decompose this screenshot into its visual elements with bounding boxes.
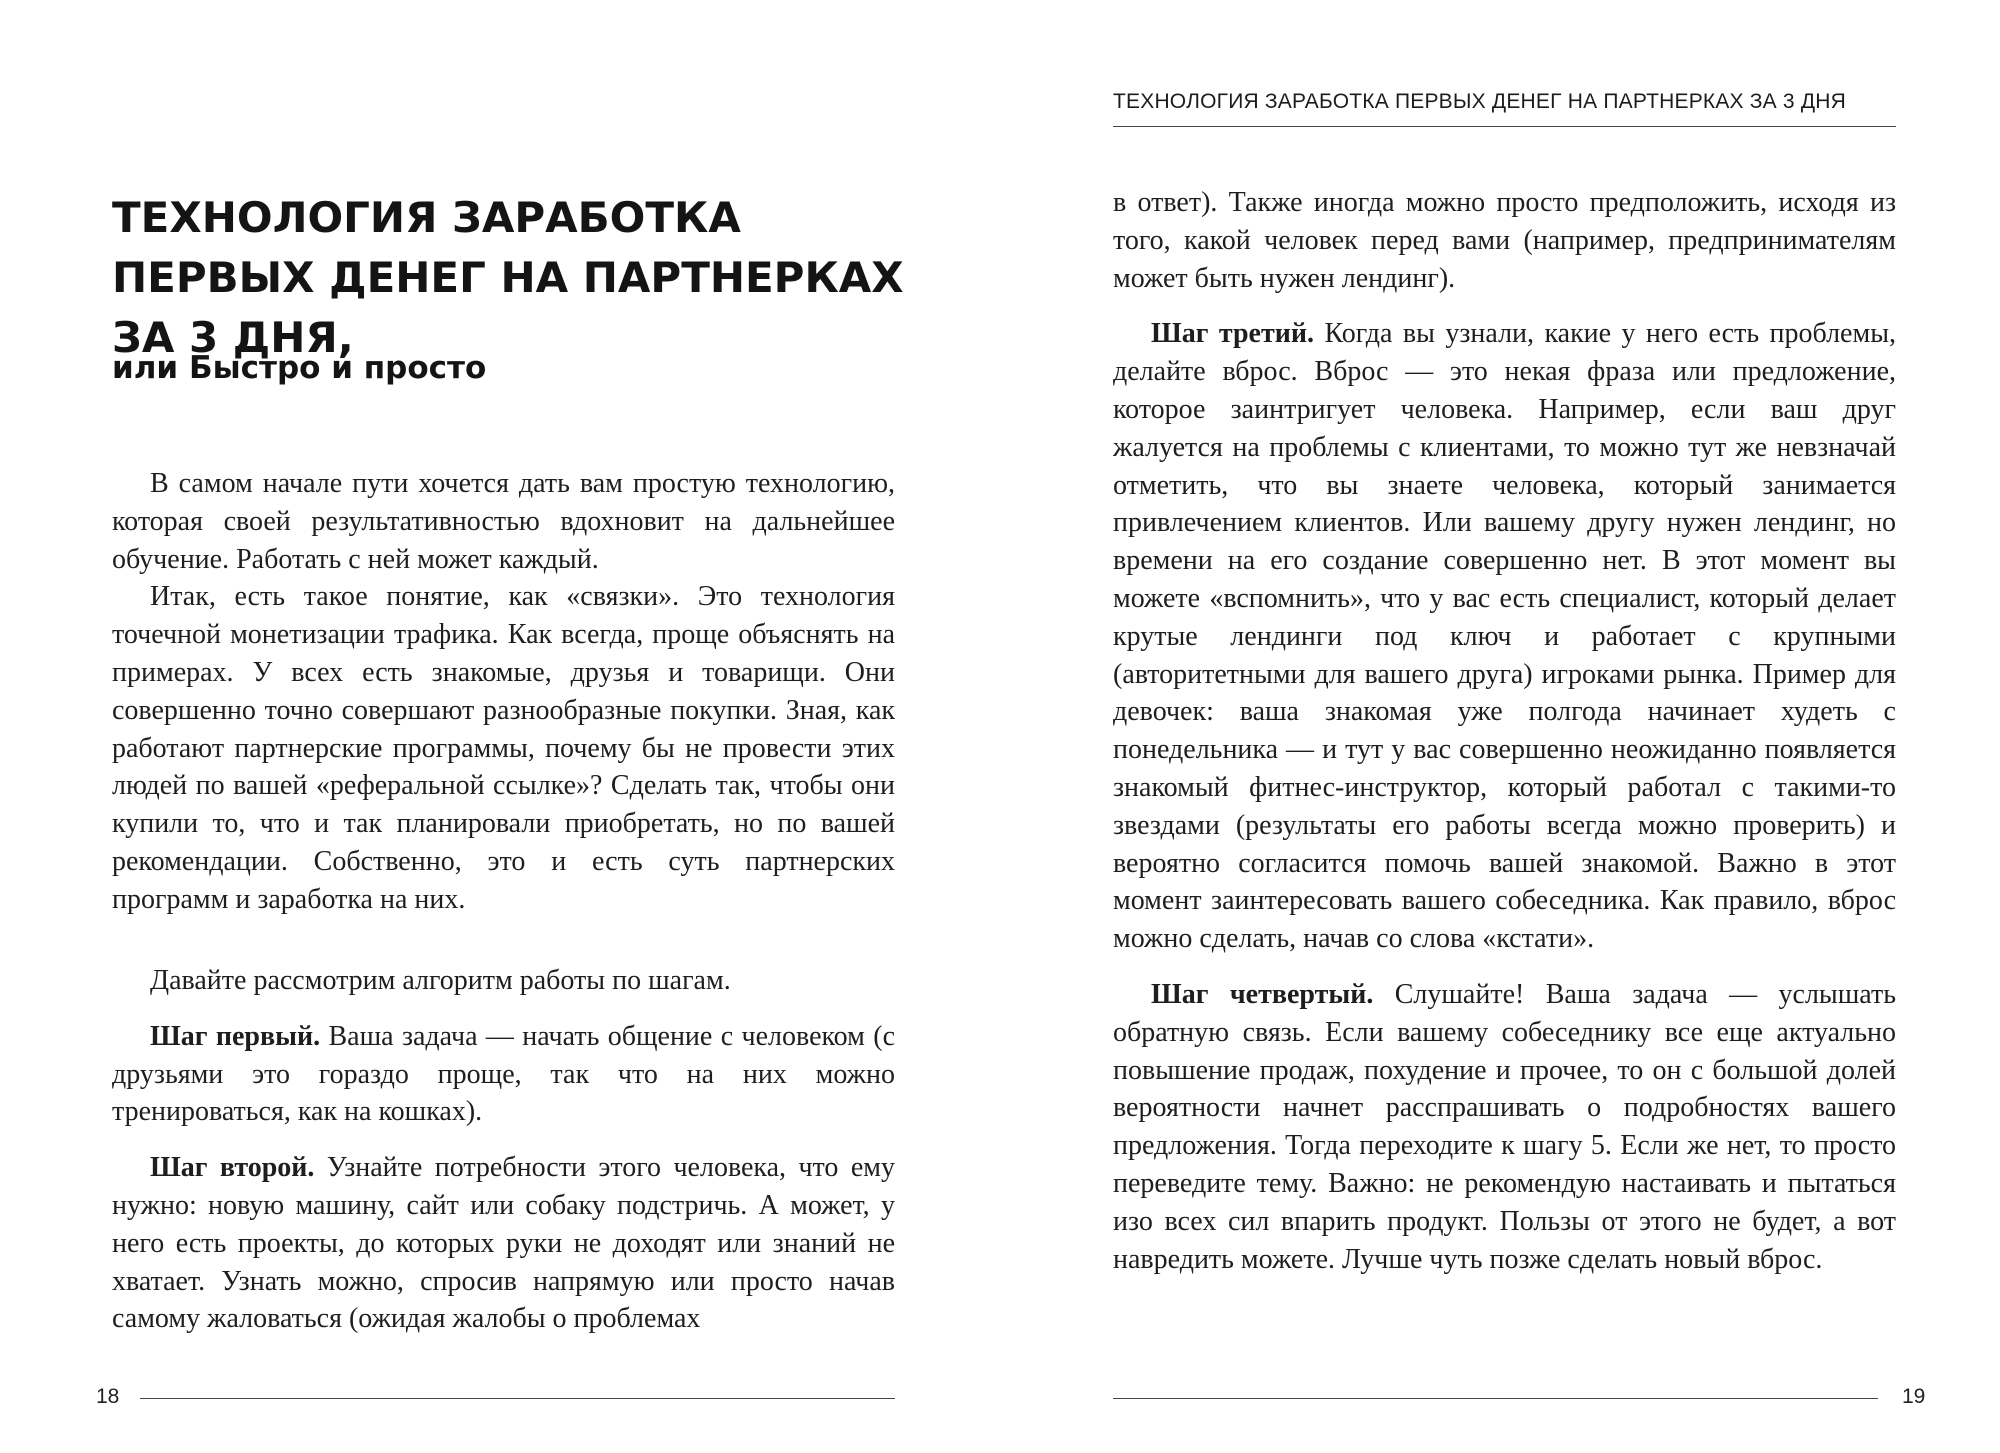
footer-rule-left	[140, 1398, 895, 1399]
step-2-text: Узнайте потребности этого человека, что ему нужно: новую машину, сайт или собаку подстричь. А может, у него есть проекты, до которых руки не доходят или знаний не хватает. Узнать можно, спросив напрямую или просто начав самому жаловаться (ожидая жалобы о проблемах	[112, 1152, 895, 1335]
continuation-paragraph: в ответ). Также иногда можно просто предположить, исходя из того, какой человек перед вами (например, предпринимателям может быть нужен лендинг).	[1113, 187, 1896, 294]
title-line-3: ЗА 3 ДНЯ,	[112, 313, 354, 362]
page-number-right: 19	[1902, 1385, 1926, 1408]
step-4-label: Шаг четвертый.	[1151, 978, 1374, 1010]
running-head: ТЕХНОЛОГИЯ ЗАРАБОТКА ПЕРВЫХ ДЕНЕГ НА ПАРТНЕРКАХ ЗА 3 ДНЯ	[1113, 90, 1846, 113]
intro-paragraph-1: В самом начале пути хочется дать вам простую технологию, которая своей результативностью вдохновит на дальнейшее обучение. Работать с ней может каждый.	[112, 468, 895, 575]
intro-text	[112, 465, 895, 919]
title-line-1: ТЕХНОЛОГИЯ ЗАРАБОТКА	[112, 193, 741, 242]
header-rule	[1113, 126, 1896, 127]
step-3-label: Шаг третий.	[1151, 318, 1315, 350]
step-4-text: Слушайте! Ваша задача — услышать обратную связь. Если вашему собеседнику все еще актуально повышение продаж, похудение и прочее, то он с большой долей вероятности начнет расспрашивать о подробностях вашего предложения. Тогда переходите к шагу 5. Если же нет, то просто переведите тему. Важно: не рекомендую настаивать и пытаться изо всех сил впарить продукт. Пользы от этого не будет, а вот навредить можете. Лучше чуть позже сделать новый вброс.	[1113, 978, 1897, 1275]
step-1-paragraph	[112, 1018, 895, 1131]
step-2-label: Шаг второй.	[150, 1152, 315, 1184]
right-page-text	[1113, 184, 1896, 1278]
footer-rule-right	[1113, 1398, 1878, 1399]
step-2-paragraph	[112, 1149, 895, 1338]
chapter-title	[112, 188, 904, 368]
title-line-2: ПЕРВЫХ ДЕНЕГ НА ПАРТНЕРКАХ	[112, 253, 904, 302]
step-1-label: Шаг первый.	[150, 1020, 321, 1052]
step-3-paragraph	[1113, 315, 1896, 958]
step-1-text: Ваша задача — начать общение с человеком (с друзьями это гораздо проще, так что на них можно тренироваться, как на кошках).	[112, 1020, 895, 1128]
intro-paragraph-2: Итак, есть такое понятие, как «связки». Это технология точечной монетизации трафика. Как всегда, проще объяснять на примерах. У всех есть знакомые, друзья и товарищи. Они совершенно точно совершают разнообразные покупки. Зная, как работают партнерские программы, почему бы не провести этих людей по вашей «реферальной ссылке»? Сделать так, чтобы они купили то, что и так планировали приобретать, но по вашей рекомендации. Собственно, это и есть суть партнерских программ и заработка на них.	[112, 581, 895, 915]
steps-text	[112, 962, 895, 1338]
page-number-left: 18	[96, 1385, 120, 1408]
chapter-subtitle: или Быстро и просто	[112, 350, 487, 386]
step-4-paragraph	[1113, 976, 1896, 1278]
step-3-text: Когда вы узнали, какие у него есть проблемы, делайте вброс. Вброс — это некая фраза или предложение, которое заинтригует человека. Например, если ваш друг жалуется на проблемы с клиентами, то можно тут же невзначай отметить, что вы знаете человека, который занимается привлечением клиентов. Или вашему другу нужен лендинг, но времени на его создание совершенно нет. В этот момент вы можете «вспомнить», что у вас есть специалист, который делает крутые лендинги под ключ и работает с крупными (авторитетными для вашего друга) игроками рынка. Пример для девочек: ваша знакомая уже полгода начинает худеть с понедельника — и тут у вас совершенно неожиданно появляется знакомый фитнес-инструктор, который работал с такими-то звездами (результаты его работы всегда можно проверить) и вероятно согласится помочь вашей знакомой. Важно в этот момент заинтересовать вашего собеседника. Как правило, вброс можно сделать, начав со слова «кстати».	[1113, 318, 1897, 955]
algorithm-intro: Давайте рассмотрим алгоритм работы по шагам.	[150, 965, 731, 996]
right-page	[1000, 0, 2000, 1453]
